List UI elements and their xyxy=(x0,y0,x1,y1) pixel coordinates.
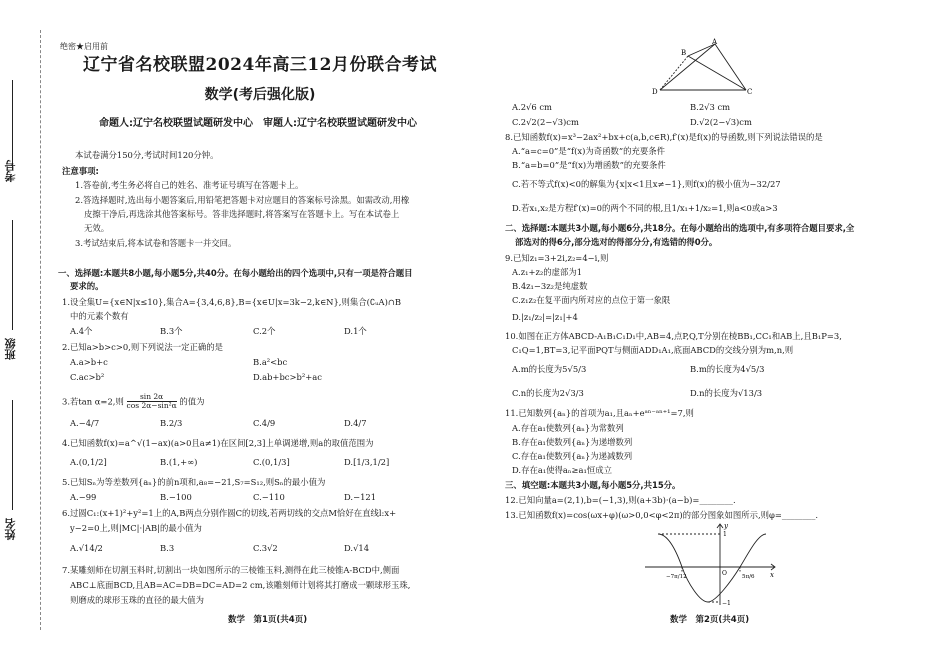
q3-frac-den: cos 2α−sin²α xyxy=(126,401,177,411)
q11-option-b: B.存在a₁使数列{aₙ}为递增数列 xyxy=(512,437,633,447)
note-3: 3.考试结束后,将本试卷和答题卡一并交回。 xyxy=(75,238,237,248)
label-A: A xyxy=(712,38,718,46)
q6-option-a: A.√14/2 xyxy=(70,543,103,553)
q2-stem: 2.已知a>b>c>0,则下列说法一定正确的是 xyxy=(62,342,223,352)
graph-tick-neg1: −1 xyxy=(722,600,731,607)
q5-option-a: A.−99 xyxy=(70,492,97,502)
class-label: 班级 xyxy=(4,338,17,360)
q11-stem: 11.已知数列{aₙ}的首项为a₁,且aₙ+eᵃⁿ⁻ᵃⁿ⁺¹=7,则 xyxy=(505,408,694,418)
q9-option-c: C.z₁z₂在复平面内所对应的点位于第一象限 xyxy=(512,295,671,305)
q1-option-d: D.1个 xyxy=(344,326,367,336)
exam-title: 辽宁省名校联盟2024年高三12月份联合考试 xyxy=(83,55,437,75)
note-2c: 无效。 xyxy=(84,223,110,233)
q7-option-b: B.2√3 cm xyxy=(690,102,731,112)
score-note: 本试卷满分150分,考试时间120分钟。 xyxy=(75,150,219,160)
name-label: 姓名 xyxy=(4,518,17,540)
q6-option-b: B.3 xyxy=(160,543,175,553)
q9-option-a: A.z₁+z₂的虚部为1 xyxy=(512,267,583,277)
q1-option-b: B.3个 xyxy=(160,326,183,336)
q8-option-b: B.“a=b=0”是“f(x)为增函数”的充要条件 xyxy=(512,160,666,170)
q3-stem xyxy=(62,393,205,411)
q4-option-d: D.[1/3,1/2] xyxy=(344,457,390,467)
authors-line: 命题人:辽宁名校联盟试题研发中心 审题人:辽宁名校联盟试题研发中心 xyxy=(99,118,417,129)
q5-stem: 5.已知Sₙ为等差数列{aₙ}的前n项和,a₈=−21,S₇=S₁₂,则Sₙ的最小值为 xyxy=(62,477,326,487)
graph-origin: O xyxy=(722,570,727,577)
q7-line-3: 则磨成的球形玉珠的直径的最大值为 xyxy=(70,595,204,605)
section2-heading: 二、选择题:本题共3小题,每小题6分,共18分。在每小题给出的选项中,有多项符合题目要求,全 xyxy=(505,223,855,233)
pyramid-figure xyxy=(648,38,768,96)
q3-fraction xyxy=(127,393,177,411)
q7-option-a: A.2√6 cm xyxy=(512,102,552,112)
q3-option-b: B.2/3 xyxy=(160,418,183,428)
q3-option-c: C.4/9 xyxy=(253,418,276,428)
q5-option-b: B.−100 xyxy=(160,492,192,502)
q6-stem-2: y−2=0上,则|MC|·|AB|的最小值为 xyxy=(70,523,202,533)
q4-option-b: B.(1,+∞) xyxy=(160,457,198,467)
q1-option-c: C.2个 xyxy=(253,326,276,336)
q9-option-b: B.4z₁−3z₂是纯虚数 xyxy=(512,281,588,291)
q1-option-a: A.4个 xyxy=(70,326,93,336)
section3-heading: 三、填空题:本题共3小题,每小题5分,共15分。 xyxy=(505,480,681,490)
q10-option-d: D.n的长度为√13/3 xyxy=(690,388,763,398)
q1-stem-2: 中的元素个数有 xyxy=(70,311,129,321)
label-D: D xyxy=(652,88,658,96)
q5-option-d: D.−121 xyxy=(344,492,377,502)
notes-title: 注意事项: xyxy=(62,166,99,176)
binding-strip xyxy=(0,0,50,655)
graph-tick-1: 1 xyxy=(723,531,727,538)
label-B: B xyxy=(681,49,687,57)
q10-option-c: C.n的长度为2√3/3 xyxy=(512,388,584,398)
q5-option-c: C.−110 xyxy=(253,492,285,502)
q3-stem-end: 的值为 xyxy=(179,396,205,407)
q11-option-d: D.存在a₁使得aₙ≥a₁恒成立 xyxy=(512,465,613,475)
q8-stem: 8.已知函数f(x)=x³−2ax²+bx+c(a,b,c∈R),f′(x)是f(x)的导函数,则下列说法错误的是 xyxy=(505,132,823,142)
cut-line xyxy=(40,30,41,630)
q7-option-c: C.2√2(2−√3)cm xyxy=(512,117,579,127)
exam-subtitle: 数学(考后强化版) xyxy=(204,87,316,103)
q1-stem: 1.设全集U={x∈N|x≤10},集合A={3,4,6,8},B={x∈U|x=3k−2,k∈N},则集合(∁ᵤA)∩B xyxy=(62,297,402,307)
q8-option-d: D.若x₁,x₂是方程f′(x)=0的两个不同的根,且1/x₁+1/x₂=1,则a<0或a>3 xyxy=(512,203,778,213)
label-C: C xyxy=(747,88,753,96)
q3-stem-start: 3.若tan α=2,则 xyxy=(62,396,124,407)
q2-option-a: A.a>b+c xyxy=(70,357,108,367)
note-2: 2.答选择题时,选出每小题答案后,用铅笔把答题卡对应题目的答案标号涂黑。如需改动,用橡 xyxy=(75,195,410,205)
q7-line-2: ABC⊥底面BCD,且AB=AC=DB=DC=AD=2 cm,该雕刻师计划将其打磨成一颗球形玉珠, xyxy=(70,580,411,590)
q11-option-c: C.存在a₁使数列{aₙ}为递减数列 xyxy=(512,451,633,461)
q9-stem: 9.已知z₁=3+2i,z₂=4−i,则 xyxy=(505,253,609,263)
q6-option-c: C.3√2 xyxy=(253,543,278,553)
name-line xyxy=(12,400,13,510)
footer-left: 数学 第1页(共4页) xyxy=(228,615,308,625)
q6-option-d: D.√14 xyxy=(344,543,370,553)
q3-option-a: A.−4/7 xyxy=(70,418,100,428)
q8-option-c: C.若不等式f(x)<0的解集为{x|x<1且x≠−1},则f(x)的极小值为−32/27 xyxy=(512,179,781,189)
q10-stem: 10.如图在正方体ABCD-A₁B₁C₁D₁中,AB=4,点P,Q,T分别在棱BB₁,CC₁和AB上,且B₁P=3, xyxy=(505,331,842,341)
graph-tick-left: −7π/12 xyxy=(666,574,687,580)
class-line xyxy=(12,220,13,330)
q3-option-d: D.4/7 xyxy=(344,418,367,428)
q10-option-a: A.m的长度为5√5/3 xyxy=(512,364,587,374)
graph-tick-right: 5π/6 xyxy=(742,574,755,580)
q7-option-d: D.√2(2−√3)cm xyxy=(690,117,752,127)
q7-line-1: 7.某雕刻师在切割玉料时,切割出一块如图所示的三棱锥玉料,测得在此三棱锥A-BCD中,侧面 xyxy=(62,565,400,575)
q4-stem: 4.已知函数f(x)=a^√(1−ax)(a>0且a≠1)在区间[2,3]上单调递增,则a的取值范围为 xyxy=(62,438,374,448)
q2-option-d: D.ab+bc>b²+ac xyxy=(253,372,322,382)
note-2b: 皮擦干净后,再选涂其他答案标号。答非选择题时,将答案写在答题卡上。写在本试卷上 xyxy=(84,209,400,219)
note-1: 1.答卷前,考生务必将自己的姓名、准考证号填写在答题卡上。 xyxy=(75,180,304,190)
section1-heading-2: 要求的。 xyxy=(70,281,104,291)
q10-stem-2: C₁Q=1,BT=3,记平面PQT与侧面ADD₁A₁,底面ABCD的交线分别为m,n,则 xyxy=(512,345,794,355)
cosine-graph xyxy=(640,520,780,610)
section1-heading: 一、选择题:本题共8小题,每小题5分,共40分。在每小题给出的四个选项中,只有一项是符合题目 xyxy=(58,268,413,278)
q4-option-c: C.(0,1/3] xyxy=(253,457,290,467)
exam-no-line xyxy=(12,80,13,170)
graph-y-label: y xyxy=(724,522,728,530)
q11-option-a: A.存在a₁使数列{aₙ}为常数列 xyxy=(512,423,624,433)
q2-option-c: C.ac>b² xyxy=(70,372,105,382)
q12-stem: 12.已知向量a=(2,1),b=(−1,3),则(a+3b)·(a−b)=________. xyxy=(505,495,736,505)
q9-option-d: D.|z₁/z₂|=|z₁|+4 xyxy=(512,312,578,322)
section2-heading-2: 部选对的得6分,部分选对的得部分分,有选错的得0分。 xyxy=(515,237,718,247)
q10-option-b: B.m的长度为4√5/3 xyxy=(690,364,765,374)
q6-stem: 6.过圆C₁:(x+1)²+y²=1上的A,B两点分别作圆C的切线,若两切线的交点M恰好在直线l:x+ xyxy=(62,508,397,518)
graph-x-label: x xyxy=(770,571,774,579)
secret-mark: 绝密★启用前 xyxy=(60,42,108,51)
q3-frac-num: sin 2α xyxy=(127,393,177,402)
q4-option-a: A.(0,1/2] xyxy=(70,457,107,467)
q8-option-a: A.“a=c=0”是“f(x)为奇函数”的充要条件 xyxy=(512,146,665,156)
exam-no-label: 考号 xyxy=(4,160,17,182)
q2-option-b: B.a²<bc xyxy=(253,357,288,367)
q13-stem: 13.已知函数f(x)=cos(ωx+φ)(ω>0,0<φ<2π)的部分图象如图所示,则φ=________. xyxy=(505,510,819,520)
footer-right: 数学 第2页(共4页) xyxy=(670,615,750,625)
